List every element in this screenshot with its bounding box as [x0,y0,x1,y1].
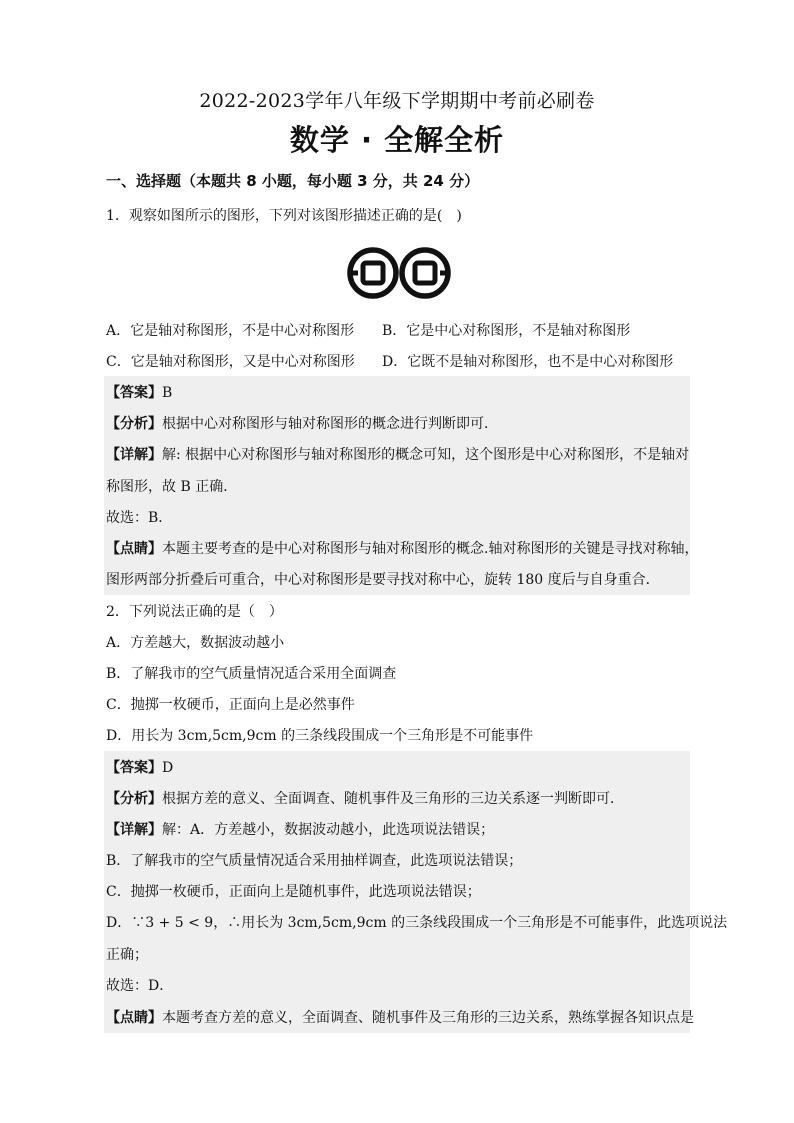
question-2-option-a: A．方差越大，数据波动越小 [106,635,285,651]
question-2-option-b: B．了解我市的空气质量情况适合采用全面调查 [106,666,397,682]
comment-tag: 【点睛】 [106,541,162,557]
question-2-choice: 故选：D． [106,978,174,994]
answer-tag: 【答案】 [106,760,162,776]
comment-text: 本题主要考查的是中心对称图形与轴对称图形的概念.轴对称图形的关键是寻找对称轴， [162,541,699,557]
question-2-analysis [106,789,690,809]
analysis-tag: 【分析】 [106,416,162,432]
question-1-option-a: A．它是轴对称图形，不是中心对称图形 [106,323,355,339]
question-2-detail-a [106,820,690,840]
analysis-tag: 【分析】 [106,791,162,807]
exam-subtitle: 2022-2023学年八年级下学期期中考前必刷卷 [199,90,595,112]
section-heading: 一、选择题（本题共 8 小题，每小题 3 分，共 24 分） [106,172,480,190]
question-2-option-d: D．用长为 3cm,5cm,9cm 的三条线段围成一个三角形是不可能事件 [106,728,534,744]
question-1-option-d: D．它既不是轴对称图形，也不是中心对称图形 [382,354,674,370]
detail-tag: 【详解】 [106,822,162,838]
question-1-detail-line-1 [106,445,690,465]
answer-tag: 【答案】 [106,385,162,401]
question-1-detail-line-2: 称图形，故 B 正确． [106,479,238,495]
question-2-detail-b: B．了解我市的空气质量情况适合采用抽样调查，此选项说法错误； [106,853,523,869]
question-1-option-b: B．它是中心对称图形，不是轴对称图形 [382,323,631,339]
question-2-detail-d-line-2: 正确； [106,947,148,963]
page-title: 数学 · 全解全析 [289,123,505,157]
comment-text: 本题考查方差的意义，全面调查、随机事件及三角形的三边关系，熟练掌握各知识点是 [162,1010,694,1026]
question-1-comment-line-2: 图形两部分折叠后可重合，中心对称图形是要寻找对称中心，旋转 180 度后与自身重合． [106,572,660,588]
question-2-stem: 2．下列说法正确的是（ ） [106,604,283,620]
question-1-option-c: C．它是轴对称图形，又是中心对称图形 [106,354,355,370]
detail-tag: 【详解】 [106,447,162,463]
answer-value: D [162,760,174,776]
question-2-comment-line-1 [106,1008,694,1028]
question-1-stem: 1．观察如图所示的图形，下列对该图形描述正确的是( ) [106,208,462,224]
comment-tag: 【点睛】 [106,1010,162,1026]
question-2-detail-c: C．抛掷一枚硬币，正面向上是随机事件，此选项说法错误； [106,884,481,900]
analysis-text: 根据方差的意义、全面调查、随机事件及三角形的三边关系逐一判断即可． [162,791,624,807]
question-2-detail-d-line-1: D．∵3 + 5 < 9，∴用长为 3cm,5cm,9cm 的三条线段围成一个三角形是不可能事件，此选项说法 [106,915,728,931]
question-1-analysis [106,414,690,434]
analysis-text: 根据中心对称图形与轴对称图形的概念进行判断即可． [162,416,498,432]
question-2-answer [106,758,690,778]
question-1-comment-line-1 [106,539,699,559]
question-2-option-c: C．抛掷一枚硬币，正面向上是必然事件 [106,697,355,713]
detail-text: 解：A．方差越小，数据波动越小，此选项说法错误； [162,822,495,838]
detail-text: 解: 根据中心对称图形与轴对称图形的概念可知，这个图形是中心对称图形，不是轴对 [162,447,690,463]
answer-value: B [162,385,173,401]
question-1-choice: 故选：B． [106,510,173,526]
question-1-answer [106,383,690,403]
double-ring-symbol-icon [344,242,454,304]
